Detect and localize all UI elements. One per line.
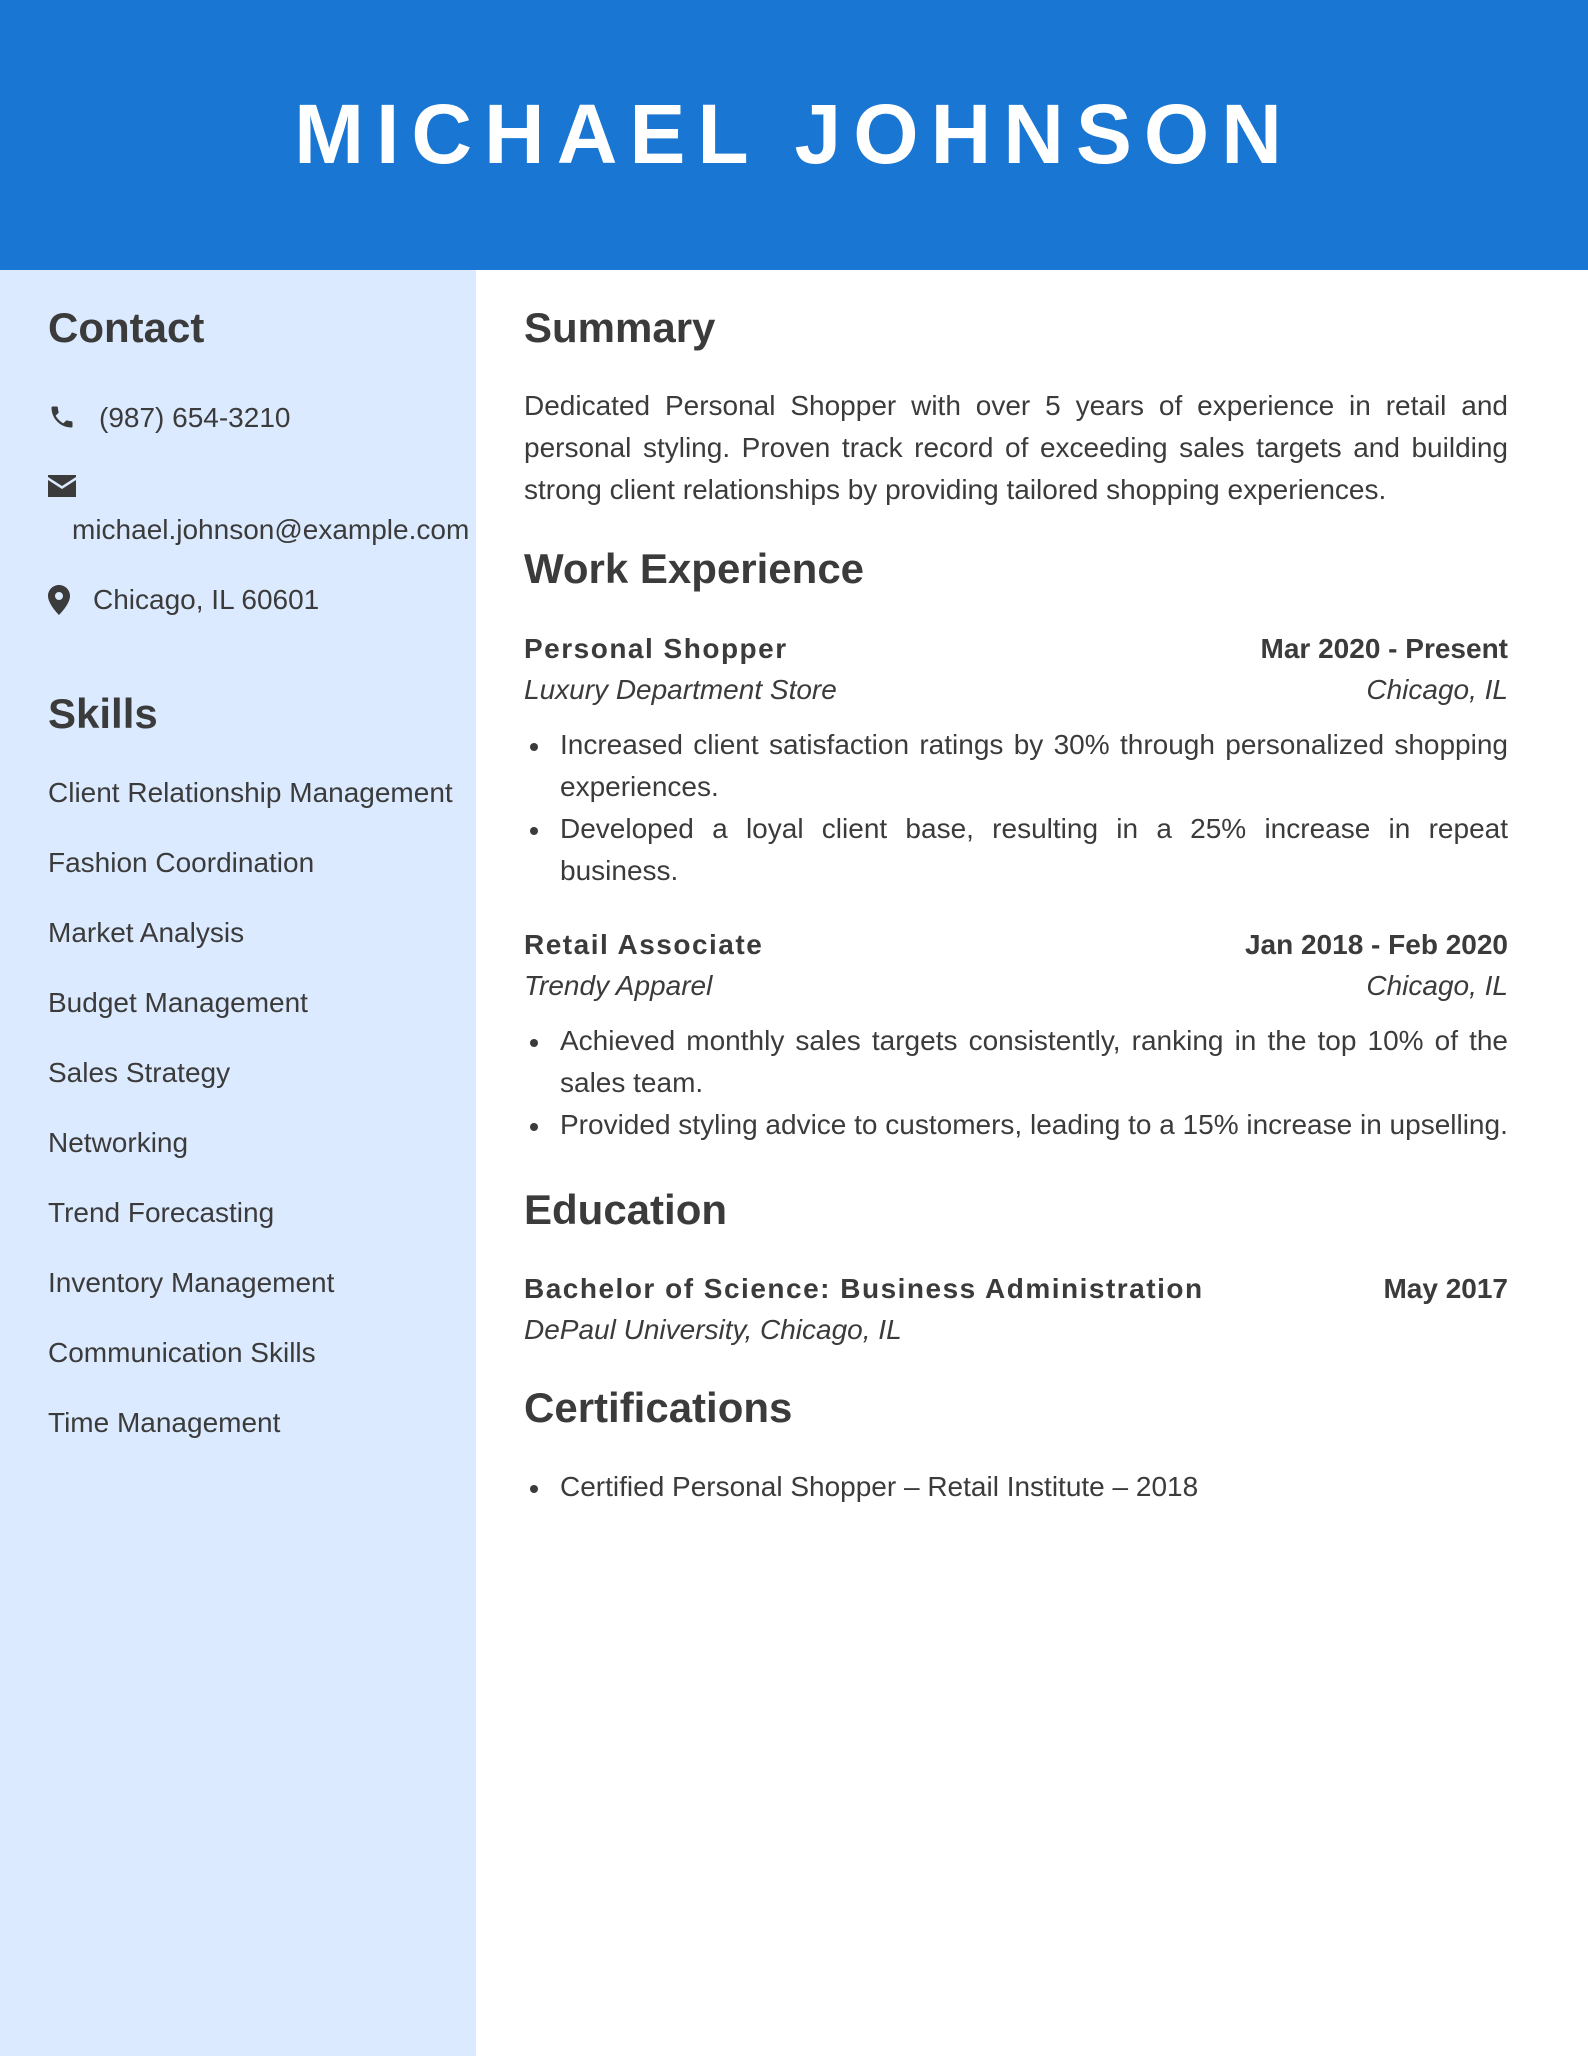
skill-item: Fashion Coordination xyxy=(48,847,315,878)
job-bullets xyxy=(524,724,1508,892)
envelope-icon xyxy=(48,475,76,497)
experience-heading: Work Experience xyxy=(524,545,865,592)
header-banner xyxy=(0,0,1588,270)
skill-item: Time Management xyxy=(48,1407,281,1438)
skill-item: Communication Skills xyxy=(48,1337,316,1368)
location-pin-icon xyxy=(48,585,70,615)
phone-number: (987) 654-3210 xyxy=(99,402,291,433)
job-bullets xyxy=(524,1020,1508,1146)
job-title: Personal Shopper xyxy=(524,633,788,664)
candidate-name: MICHAEL JOHNSON xyxy=(294,86,1294,181)
skill-item: Sales Strategy xyxy=(48,1057,231,1088)
job-dates: Jan 2018 - Feb 2020 xyxy=(1244,929,1508,960)
skill-item: Budget Management xyxy=(48,987,308,1018)
job-dates: Mar 2020 - Present xyxy=(1260,633,1508,664)
skills-heading: Skills xyxy=(48,690,158,737)
phone-icon xyxy=(48,403,76,431)
certification-item: Certified Personal Shopper – Retail Institute – 2018 xyxy=(524,1466,1508,1508)
school-name: DePaul University, Chicago, IL xyxy=(524,1314,902,1345)
education-heading: Education xyxy=(524,1186,728,1233)
degree-title: Bachelor of Science: Business Administration xyxy=(524,1273,1204,1304)
bullet-item: Provided styling advice to customers, leading to a 15% increase in upselling. xyxy=(524,1104,1508,1146)
contact-heading: Contact xyxy=(48,304,205,351)
certification-list xyxy=(524,1466,1508,1508)
bullet-item: Achieved monthly sales targets consistently, ranking in the top 10% of the sales team. xyxy=(524,1020,1508,1104)
sidebar xyxy=(0,270,476,2056)
skill-item: Trend Forecasting xyxy=(48,1197,275,1228)
graduation-date: May 2017 xyxy=(1383,1273,1508,1304)
job-title: Retail Associate xyxy=(524,929,764,960)
certifications-heading: Certifications xyxy=(524,1384,793,1431)
skill-item: Networking xyxy=(48,1127,189,1158)
job-company: Trendy Apparel xyxy=(524,970,713,1001)
location: Chicago, IL 60601 xyxy=(93,584,320,615)
job-location: Chicago, IL xyxy=(1366,970,1508,1001)
bullet-item: Developed a loyal client base, resulting in a 25% increase in repeat business. xyxy=(524,808,1508,892)
job-location: Chicago, IL xyxy=(1366,674,1508,705)
skill-item: Client Relationship Management xyxy=(48,777,453,808)
summary-heading: Summary xyxy=(524,304,716,351)
skill-item: Market Analysis xyxy=(48,917,245,948)
skill-item: Inventory Management xyxy=(48,1267,335,1298)
summary-text: Dedicated Personal Shopper with over 5 years of experience in retail and personal styling. Proven track record of exceeding sales targets and building strong client relationships by providing tailored shopping experiences. xyxy=(524,390,1508,505)
bullet-item: Increased client satisfaction ratings by 30% through personalized shopping experiences. xyxy=(524,724,1508,808)
job-company: Luxury Department Store xyxy=(524,674,837,705)
email-address: michael.johnson@example.com xyxy=(72,514,470,545)
